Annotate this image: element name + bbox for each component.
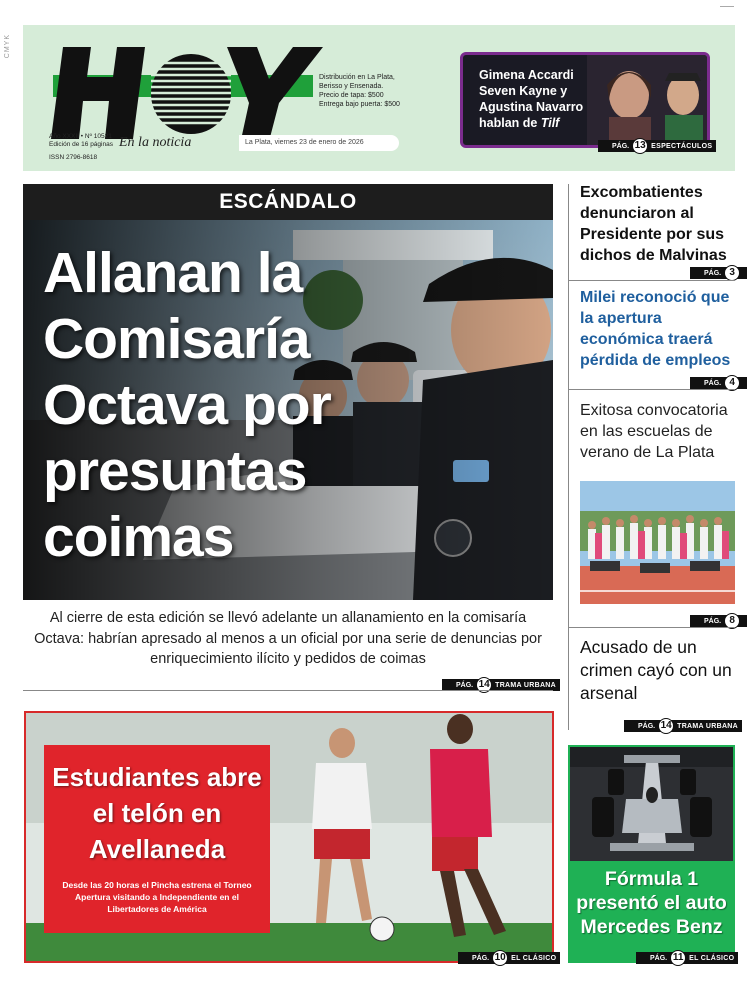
section-kicker: ESCÁNDALO (23, 184, 553, 220)
page-number: 13 (632, 138, 648, 154)
f1-car-photo (570, 747, 733, 861)
sports-lead: Desde las 20 horas el Pincha estrena el Torneo Apertura visitando a Independiente en el Libertadores de América (62, 880, 252, 914)
page-tag[interactable]: PÁG. 14 TRAMA URBANA (624, 720, 742, 732)
main-photo[interactable] (23, 220, 553, 600)
sports-headline-box (44, 745, 270, 933)
page-tag[interactable]: PÁG. 8 (690, 615, 747, 627)
f1-headline: Fórmula 1 presentó el auto Mercedes Benz (576, 868, 727, 938)
main-lead: Al cierre de esta edición se llevó adelante un allanamiento en la comisaría Octava: habrían apresado al menos a un oficial por una serie de denuncias por enriquecimiento ilícito y pedidos de coimas (34, 610, 542, 667)
right-story-1[interactable] (568, 182, 736, 266)
edition-info (49, 133, 113, 149)
promo-text: Gimena Accardi Seven Kayne y Agustina Navarro hablan de Tilf (479, 68, 584, 130)
distribution-info: Distribución en La Plata, Berisso y Ensenada. Precio de tapa: $500 Entrega bajo puerta: $500 (319, 74, 400, 108)
page-tag[interactable]: PÁG. 10 EL CLÁSICO (458, 952, 560, 964)
page-tag[interactable]: PÁG. 3 (690, 267, 747, 279)
right-story-4[interactable] (568, 636, 736, 705)
main-headline: Allanan la Comisaría Octava por presuntas coimas (43, 241, 331, 569)
divider (568, 280, 735, 281)
page-number: 8 (724, 613, 740, 629)
sports-story[interactable] (24, 711, 554, 963)
issn: ISSN 2796-8618 (49, 154, 98, 161)
cmyk-mark: CMYK (4, 34, 11, 59)
right-story-3[interactable] (568, 400, 736, 463)
page-tag[interactable]: PÁG. 4 (690, 377, 747, 389)
page-number: 4 (724, 375, 740, 391)
page-number: 14 (476, 677, 492, 693)
divider (568, 389, 735, 390)
page-number: 3 (724, 265, 740, 281)
edition-date: La Plata, viernes 23 de enero de 2026 (239, 135, 399, 151)
page-tag[interactable]: PÁG. 11 EL CLÁSICO (636, 952, 738, 964)
divider (568, 627, 735, 628)
divider (23, 690, 553, 691)
tagline: En la noticia (119, 135, 192, 150)
story-title: Milei reconoció que la apertura económica traerá pérdida de empleos (580, 289, 731, 369)
story-title: Acusado de un crimen cayó con un arsenal (580, 637, 732, 703)
promo-box[interactable] (460, 52, 710, 148)
page-count: Edición de 16 páginas (49, 141, 113, 148)
right-story-2[interactable] (568, 287, 736, 371)
crop-mark (720, 6, 734, 7)
school-photo (580, 481, 735, 604)
f1-story[interactable] (568, 745, 735, 963)
page-number: 11 (670, 950, 686, 966)
promo-photo (587, 55, 710, 148)
page-tag[interactable]: PÁG. 13 ESPECTÁCULOS (598, 140, 716, 152)
story-title: Excombatientes denunciaron al Presidente por sus dichos de Malvinas (580, 184, 727, 264)
story-title: Exitosa convocatoria en las escuelas de verano de La Plata (580, 402, 728, 461)
sports-headline: Estudiantes abre el telón en Avellaneda (52, 762, 262, 864)
page-tag[interactable]: PÁG. 14 TRAMA URBANA (442, 679, 560, 691)
page-number: 14 (658, 718, 674, 734)
page-number: 10 (492, 950, 508, 966)
year-issue: Año XXXII • Nº 10521 (49, 133, 112, 140)
